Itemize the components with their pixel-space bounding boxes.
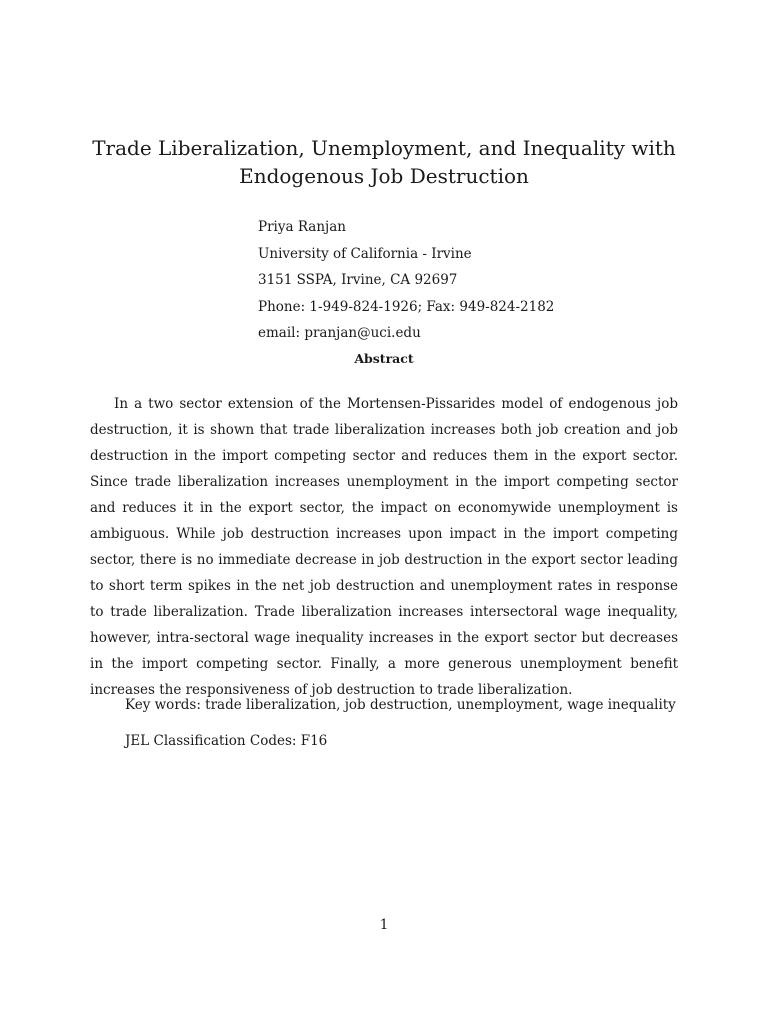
author-block (258, 214, 554, 347)
keywords: Key words: trade liberalization, job destruction, unemployment, wage inequality (125, 697, 676, 713)
title-line-2: Endogenous Job Destruction (239, 164, 529, 188)
author-affiliation: University of California - Irvine (258, 245, 472, 262)
author-phone-fax: Phone: 1-949-824-1926; Fax: 949-824-2182 (258, 298, 555, 315)
abstract-text: In a two sector extension of the Mortensen-Pissarides model of endogenous job destruction, it is shown that trade liberalization increases both job creation and job destruction in the import competing sector and reduces them in the export sector. Since trade liberalization increases unemployment in the import competing sector and reduces it in the export sector, the impact on economywide unemployment is ambiguous. While job destruction increases upon impact in the import competing sector, there is no immediate decrease in job destruction in the export sector leading to short term spikes in the net job destruction and unemployment rates in response to trade liberalization. Trade liberalization increases intersectoral wage inequality, however, intra-sectoral wage inequality increases in the export sector but decreases in the import competing sector. Finally, a more generous unemployment benefit increases the responsiveness of job destruction to trade liberalization. (90, 396, 678, 698)
page-number: 1 (379, 917, 389, 933)
author-name: Priya Ranjan (258, 219, 346, 235)
abstract-heading: Abstract (354, 351, 414, 366)
jel-codes: JEL Classification Codes: F16 (125, 733, 328, 749)
title-line-1: Trade Liberalization, Unemployment, and Inequality with (92, 136, 676, 160)
author-address: 3151 SSPA, Irvine, CA 92697 (258, 272, 458, 288)
author-email: email: pranjan@uci.edu (258, 325, 421, 341)
paper-title (60, 134, 708, 190)
